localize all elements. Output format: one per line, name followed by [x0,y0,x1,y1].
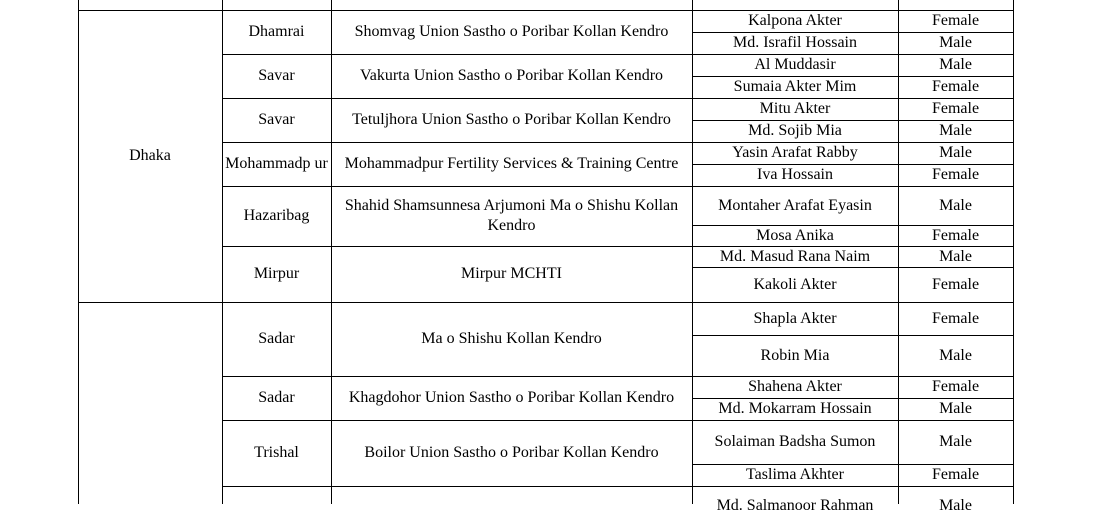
upazila-cell [222,486,331,526]
facility-cell: Khagdohor Union Sastho o Poribar Kollan Kendro [348,389,675,406]
table-rule-horizontal [222,142,1013,143]
table-rule-horizontal [692,398,1013,399]
staff-name-cell: Kalpona Akter [748,12,842,29]
table-rule-horizontal [692,464,1013,465]
table-rule-horizontal [222,376,1013,377]
table-rule-horizontal [222,486,1013,487]
table-rule-horizontal [692,225,1013,226]
upazila-cell: Mirpur [253,265,300,282]
staff-sex-cell: Male [939,497,972,514]
table-rule-vertical [222,0,223,10]
staff-sex-cell: Male [939,346,972,364]
staff-name-cell: Md. Salmanoor Rahman [716,497,874,514]
staff-name-cell: Sumaia Akter Mim [733,78,857,95]
staff-sex-cell: Female [931,275,980,293]
staff-sex-cell: Female [931,309,980,327]
table-rule-vertical [78,10,79,504]
upazila-cell: Savar [258,111,295,128]
table-rule-vertical [331,0,332,10]
facility-cell: Vakurta Union Sastho o Poribar Kollan Kendro [359,67,664,84]
staff-name-cell: Yasin Arafat Rabby [732,144,858,161]
staff-name-cell: Robin Mia [760,346,830,364]
staff-name-cell: Shahena Akter [748,378,842,395]
staff-sex-cell: Female [931,166,980,183]
staff-name-cell: Taslima Akhter [746,466,844,483]
staff-name-cell: Mitu Akter [759,100,831,117]
table-rule-horizontal [78,302,1013,303]
staff-name-cell: Montaher Arafat Eyasin [718,196,872,214]
table-rule-horizontal [692,32,1013,33]
staff-sex-cell: Male [939,56,972,73]
staff-sex-cell: Female [931,226,980,244]
facility-cell [331,486,692,526]
staff-sex-cell: Male [939,433,972,450]
facility-cell: Ma o Shishu Kollan Kendro [421,330,602,347]
upazila-cell: Sadar [258,389,295,406]
facility-cell: Shahid Shamsunnesa Arjumoni Ma o Shishu Kollan Kendro [344,197,679,234]
table-rule-vertical [692,10,693,504]
table-rule-horizontal [222,420,1013,421]
staff-sex-cell: Male [939,400,972,417]
staff-name-cell: Shapla Akter [753,309,837,327]
upazila-cell: Dhamrai [248,23,305,40]
upazila-cell: Sadar [258,330,295,347]
table-rule-horizontal [222,98,1013,99]
staff-sex-cell: Male [939,122,972,139]
upazila-cell: Hazaribag [243,207,310,224]
staff-sex-cell: Female [931,100,980,117]
staff-sex-cell: Female [931,78,980,95]
table-rule-vertical [898,10,899,504]
staff-name-cell: Md. Sojib Mia [748,122,842,139]
table-rule-vertical [222,10,223,504]
table-rule-horizontal [222,54,1013,55]
table-rule-horizontal [222,186,1013,187]
facility-cell: Boilor Union Sastho o Poribar Kollan Kendro [364,444,659,461]
table-rule-horizontal [692,335,1013,336]
upazila-cell: Savar [258,67,295,84]
district-cell: Dhaka [129,147,171,164]
upazila-cell: Mohammadp ur [225,155,328,172]
staff-name-cell: Solaiman Badsha Sumon [714,433,876,450]
staff-name-cell: Md. Mokarram Hossain [718,400,872,417]
table-rule-vertical [1013,0,1014,10]
upazila-cell: Trishal [254,444,299,461]
table-rule-horizontal [692,267,1013,268]
staff-name-cell: Md. Israfil Hossain [733,34,857,51]
staff-sex-cell: Female [931,378,980,395]
staff-name-cell: Iva Hossain [757,166,833,183]
staff-sex-cell: Male [939,247,972,265]
staff-name-cell: Md. Masud Rana Naim [719,247,871,265]
staff-sex-cell: Male [939,144,972,161]
facility-cell: Mohammadpur Fertility Services & Training Centre [344,155,679,172]
table-rule-horizontal [692,76,1013,77]
staff-name-cell: Mosa Anika [756,226,834,244]
staff-sex-cell: Female [931,12,980,29]
table-rule-vertical [331,10,332,504]
staff-sex-cell: Male [939,196,972,214]
table-rule-vertical [78,0,79,10]
staff-name-cell: Kakoli Akter [753,275,837,293]
facility-cell: Shomvag Union Sastho o Poribar Kollan Kendro [354,23,669,40]
facility-cell: Tetuljhora Union Sastho o Poribar Kollan Kendro [352,111,671,128]
staff-sex-cell: Male [939,34,972,51]
table-rule-vertical [898,0,899,10]
table-rule-horizontal [692,120,1013,121]
table-rule-vertical [692,0,693,10]
staff-sex-cell: Female [931,466,980,483]
table-rule-horizontal [222,246,1013,247]
staff-name-cell: Al Muddasir [754,56,836,73]
facility-cell: Mirpur MCHTI [461,265,562,282]
table-rule-horizontal [692,164,1013,165]
table-rule-vertical [1013,10,1014,504]
